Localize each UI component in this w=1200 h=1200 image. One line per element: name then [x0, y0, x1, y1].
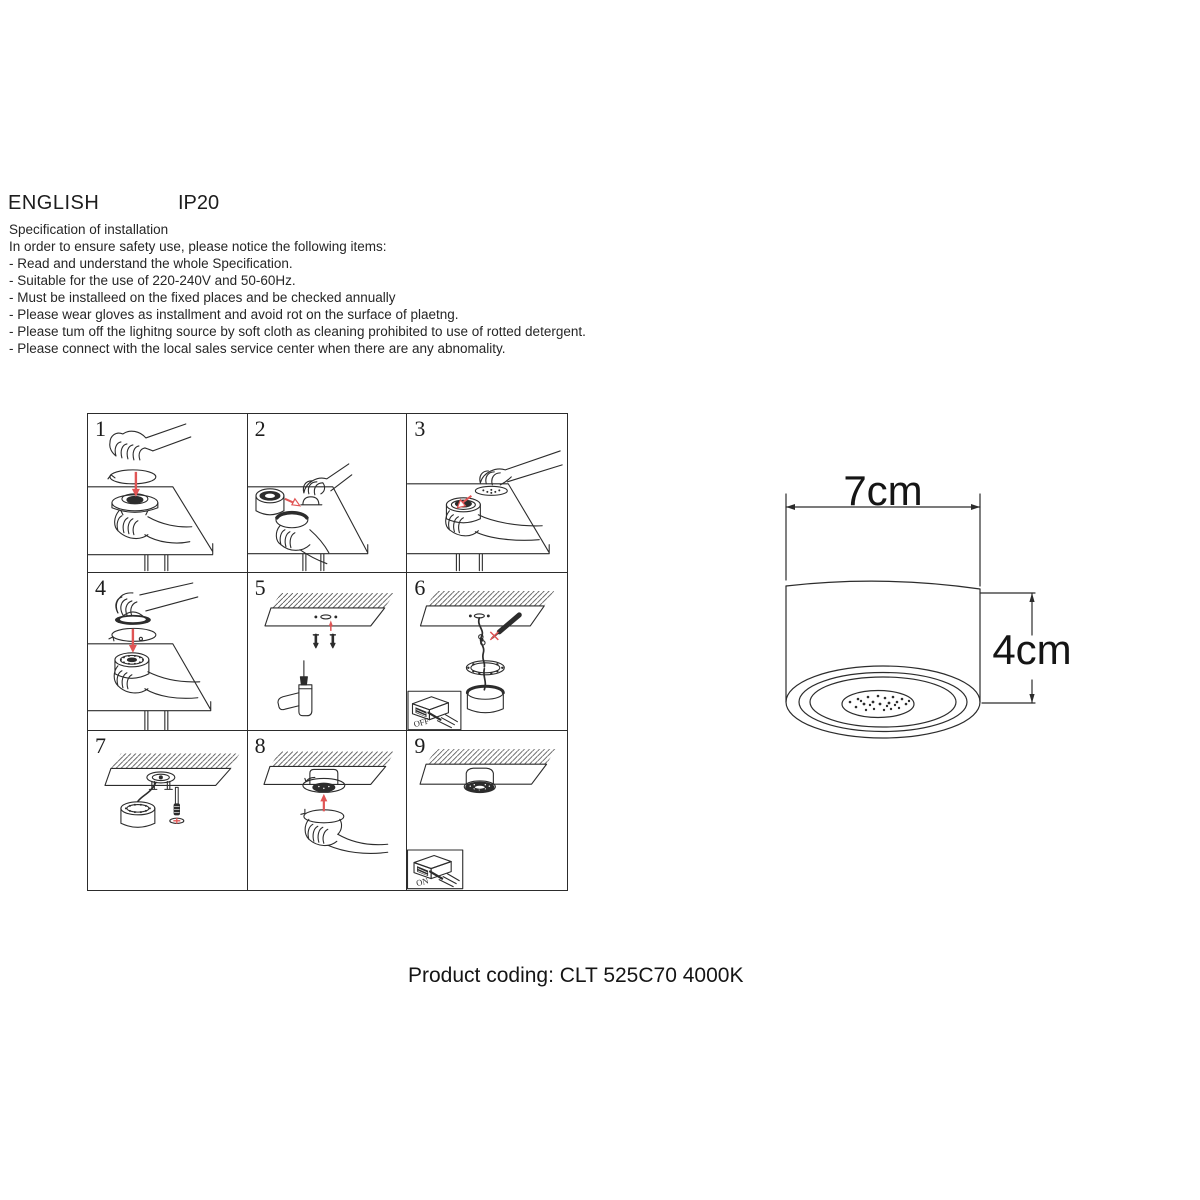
step-9-drawing	[407, 731, 567, 890]
step-number: 9	[414, 733, 426, 759]
step-number: 3	[414, 416, 426, 441]
step-5-drawing	[248, 573, 407, 731]
spec-title: Specification of installation	[9, 222, 169, 237]
step-panel-3	[407, 414, 567, 573]
step-number: 7	[95, 733, 106, 759]
switch-on-label: ON	[415, 875, 430, 889]
hand-icon	[110, 424, 191, 460]
step-number: 6	[414, 574, 426, 600]
red-x-icon	[491, 632, 499, 640]
hand-icon	[480, 451, 562, 485]
cover-sketch	[115, 612, 151, 625]
ceiling-sketch	[420, 749, 556, 784]
spec-item: - Please wear gloves as installment and avoid rot on the surface of plaetng.	[9, 307, 459, 322]
spec-item: - Must be installeed on the fixed places and be checked annually	[9, 290, 396, 305]
led-stipple	[842, 691, 914, 718]
step-panel-8	[248, 731, 408, 890]
product-cylinder-sketch	[786, 581, 980, 738]
red-arrow-up-icon	[328, 620, 332, 630]
body-cylinder-sketch	[256, 489, 284, 515]
width-dimension-label: 7cm	[843, 467, 923, 514]
installation-steps-grid	[87, 413, 568, 891]
mounted-light-sketch	[465, 768, 496, 792]
mounting-plate-sketch	[467, 660, 505, 674]
step-number: 2	[254, 416, 266, 441]
wire-sketch	[479, 618, 486, 690]
hand-icon	[446, 511, 543, 541]
step-panel-5	[248, 573, 408, 732]
spec-item: - Please tum off the lighitng source by soft cloth as cleaning prohibited to use of rotted detergent.	[9, 324, 586, 339]
step-panel-4	[88, 573, 248, 732]
ceiling-sketch	[421, 591, 555, 626]
switch-off-label: OFF	[412, 715, 431, 729]
specification-text	[9, 221, 586, 357]
step-8-drawing	[248, 731, 407, 890]
switch-off-inset	[408, 691, 461, 729]
spec-item: - Please connect with the local sales service center when there are any abnomality.	[9, 341, 506, 356]
step-panel-7	[88, 731, 248, 890]
body-cylinder-sketch	[121, 802, 155, 827]
body-cylinder-sketch	[468, 686, 504, 712]
table-sketch	[88, 644, 211, 730]
step-number: 5	[254, 574, 266, 600]
trim-ring-sketch	[276, 512, 308, 528]
hand-icon	[305, 820, 388, 854]
mounted-body-sketch	[303, 770, 345, 793]
step-panel-1	[88, 414, 248, 573]
step-panel-6	[407, 573, 567, 732]
step-number: 8	[254, 733, 266, 759]
step-3-drawing	[407, 414, 567, 572]
product-dimension-drawing	[770, 452, 1100, 752]
anchor-screws-sketch	[313, 635, 335, 648]
step-4-drawing	[88, 573, 247, 731]
step-6-drawing	[407, 573, 567, 731]
spec-item: - Suitable for the use of 220-240V and 50-60Hz.	[9, 273, 296, 288]
spec-item: - Read and understand the whole Specification.	[9, 256, 293, 271]
step-2-drawing	[248, 414, 407, 572]
step-7-drawing	[88, 731, 247, 890]
hand-icon	[115, 511, 192, 543]
product-coding: Product coding: CLT 525C70 4000K	[408, 964, 744, 987]
small-part-sketch	[301, 497, 322, 505]
ip-rating-label: IP20	[178, 192, 220, 214]
table-sketch	[88, 487, 213, 571]
step-1-drawing	[88, 414, 247, 572]
drill-icon	[278, 660, 312, 715]
led-plate-sketch	[476, 486, 508, 495]
step-panel-9	[407, 731, 567, 890]
table-sketch	[408, 484, 550, 571]
height-dimension-label: 4cm	[992, 626, 1072, 673]
language-label: ENGLISH	[8, 192, 100, 214]
switch-on-inset	[408, 850, 463, 889]
step-number: 1	[95, 416, 106, 441]
red-arrow-right-icon	[285, 499, 300, 506]
ceiling-sketch	[264, 752, 395, 785]
spec-intro: In order to ensure safety use, please notice the following items:	[9, 239, 387, 254]
step-number: 4	[95, 574, 106, 600]
step-panel-2	[248, 414, 408, 573]
hand-icon	[303, 464, 351, 495]
red-arrow-up-icon	[320, 794, 327, 811]
trim-ring-sketch	[108, 470, 156, 484]
ceiling-sketch	[265, 593, 395, 626]
mounted-bracket-sketch	[147, 772, 175, 789]
hand-icon	[114, 665, 200, 698]
